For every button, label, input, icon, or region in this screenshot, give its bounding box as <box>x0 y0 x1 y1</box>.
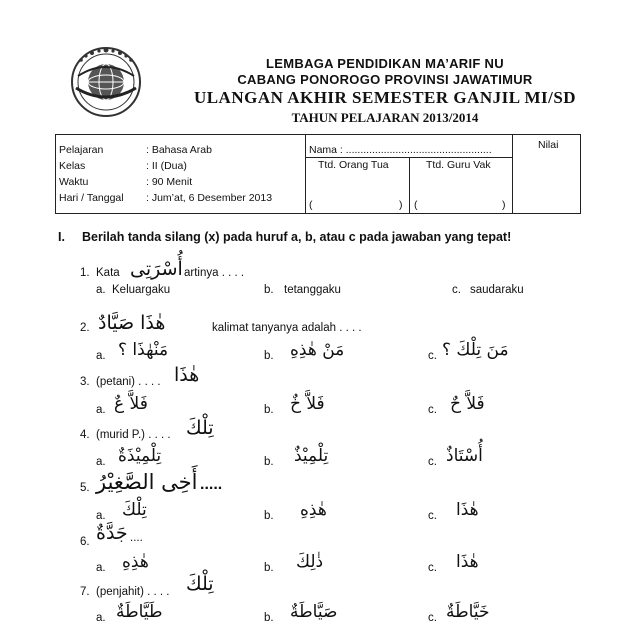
date-value: : Jum’at, 6 Desember 2013 <box>146 192 273 204</box>
question-1-option-a[interactable]: Keluargaku <box>112 284 171 296</box>
question-1-option-c[interactable]: saudaraku <box>470 284 524 296</box>
question-4-option-c[interactable]: أُسْتَاذٌ <box>446 446 483 466</box>
question-5-option-b-letter: b. <box>264 510 274 522</box>
question-3-option-c[interactable]: فَلاَّ حٌ <box>450 394 485 414</box>
question-1-number: 1. <box>80 267 90 279</box>
section-number: I. <box>58 230 65 244</box>
question-2-post: kalimat tanyanya adalah . . . . <box>212 322 362 334</box>
class-value: : II (Dua) <box>146 160 187 172</box>
parent-signature-label: Ttd. Orang Tua <box>318 159 389 171</box>
question-7-option-c-letter: c. <box>428 612 437 624</box>
section-instruction: Berilah tanda silang (x) pada huruf a, b, atau c pada jawaban yang tepat! <box>82 230 512 244</box>
question-2-option-b[interactable]: مَنْ هٰذِهِ <box>290 340 345 360</box>
question-4-option-a[interactable]: تِلْمِيْذَةٌ <box>118 446 162 466</box>
question-1-post: artinya . . . . <box>184 267 245 279</box>
time-value: : 90 Menit <box>146 176 193 188</box>
nu-globe-logo-icon <box>68 44 144 120</box>
question-7-number: 7. <box>80 586 90 598</box>
subject-label: Pelajaran <box>59 144 104 156</box>
question-6-number: 6. <box>80 536 90 548</box>
question-2-option-a[interactable]: مَنْهٰذَا ؟ <box>118 340 169 360</box>
header-branch: CABANG PONOROGO PROVINSI JAWATIMUR <box>237 72 533 87</box>
question-1-option-b[interactable]: tetanggaku <box>284 284 341 296</box>
question-5-option-a-letter: a. <box>96 510 106 522</box>
question-3-option-c-letter: c. <box>428 404 437 416</box>
question-6-option-b-letter: b. <box>264 562 274 574</box>
student-info-box <box>55 134 581 214</box>
question-5-number: 5. <box>80 482 90 494</box>
question-2-option-a-letter: a. <box>96 350 106 362</box>
question-7-option-b-letter: b. <box>264 612 274 624</box>
question-4-option-b-letter: b. <box>264 456 274 468</box>
question-2-option-c-letter: c. <box>428 350 437 362</box>
subject-value: : Bahasa Arab <box>146 144 212 156</box>
question-7-option-b[interactable]: صَيَّاطَةٌ <box>290 602 338 622</box>
question-3-pre: (petani) . . . . <box>96 376 161 388</box>
teacher-signature-label: Ttd. Guru Vak <box>426 159 491 171</box>
parent-signature-close-paren: ) <box>399 199 403 211</box>
question-2-option-b-letter: b. <box>264 350 274 362</box>
question-3-option-a-letter: a. <box>96 404 106 416</box>
exam-title: ULANGAN AKHIR SEMESTER GANJIL MI/SD <box>193 88 577 107</box>
question-1-option-b-letter: b. <box>264 284 274 296</box>
teacher-signature-close-paren: ) <box>502 199 506 211</box>
question-1-option-a-letter: a. <box>96 284 106 296</box>
question-5-option-c-letter: c. <box>428 510 437 522</box>
teacher-signature-open-paren: ( <box>414 199 418 211</box>
question-5-option-a[interactable]: تِلْكَ <box>122 500 147 520</box>
question-7-arabic: تِلْكَ <box>186 573 214 595</box>
question-2-number: 2. <box>80 322 90 334</box>
question-5-arabic: أَخِى الصَّغِيْرُ <box>96 470 198 494</box>
question-4-option-c-letter: c. <box>428 456 437 468</box>
question-3-option-a[interactable]: فَلاَّ عٌ <box>114 394 148 414</box>
question-5-post: ..... <box>200 476 223 493</box>
header-institution: LEMBAGA PENDIDIKAN MA’ARIF NU <box>266 56 504 71</box>
class-label: Kelas <box>59 160 86 172</box>
question-1-arabic: أُسْرَتِى <box>130 258 183 280</box>
score-label: Nilai <box>538 139 559 151</box>
question-7-option-c[interactable]: خَيَّاطَةٌ <box>446 602 490 622</box>
question-5-option-c[interactable]: هٰذَا <box>456 500 479 520</box>
question-3-option-b[interactable]: فَلاَّ خٌ <box>290 394 325 414</box>
question-4-number: 4. <box>80 429 90 441</box>
question-6-option-c-letter: c. <box>428 562 437 574</box>
question-3-option-b-letter: b. <box>264 404 274 416</box>
question-7-option-a[interactable]: طَيَّاطَةٌ <box>116 602 163 622</box>
parent-signature-open-paren: ( <box>309 199 313 211</box>
question-6-option-b[interactable]: ذٰلِكَ <box>296 552 324 572</box>
question-6-post: .... <box>130 532 143 544</box>
question-4-arabic: تِلْكَ <box>186 417 214 439</box>
time-label: Waktu <box>59 176 89 188</box>
question-4-option-b[interactable]: تِلْمِيْذٌ <box>294 446 329 466</box>
question-2-arabic: هٰذَا صَيَّادٌ <box>98 312 166 334</box>
date-label: Hari / Tanggal <box>59 192 124 204</box>
question-6-option-c[interactable]: هٰذَا <box>456 552 479 572</box>
question-7-option-a-letter: a. <box>96 612 106 624</box>
question-2-option-c[interactable]: مَنَ تِلْكَ ؟ <box>442 340 509 360</box>
question-7-pre: (penjahit) . . . . <box>96 586 170 598</box>
question-3-arabic: هٰذَا <box>174 364 200 386</box>
question-3-number: 3. <box>80 376 90 388</box>
question-6-option-a[interactable]: هٰذِهِ <box>122 552 149 572</box>
name-field[interactable]: Nama : .................................................. <box>309 144 492 156</box>
question-1-pre: Kata <box>96 267 120 279</box>
question-5-option-b[interactable]: هٰذِهِ <box>300 500 327 520</box>
question-4-pre: (murid P.) . . . . <box>96 429 171 441</box>
question-4-option-a-letter: a. <box>96 456 106 468</box>
school-year: TAHUN PELAJARAN 2013/2014 <box>291 110 479 125</box>
question-1-option-c-letter: c. <box>452 284 461 296</box>
question-6-option-a-letter: a. <box>96 562 106 574</box>
question-6-arabic: جَدَّةٌ <box>96 522 128 544</box>
